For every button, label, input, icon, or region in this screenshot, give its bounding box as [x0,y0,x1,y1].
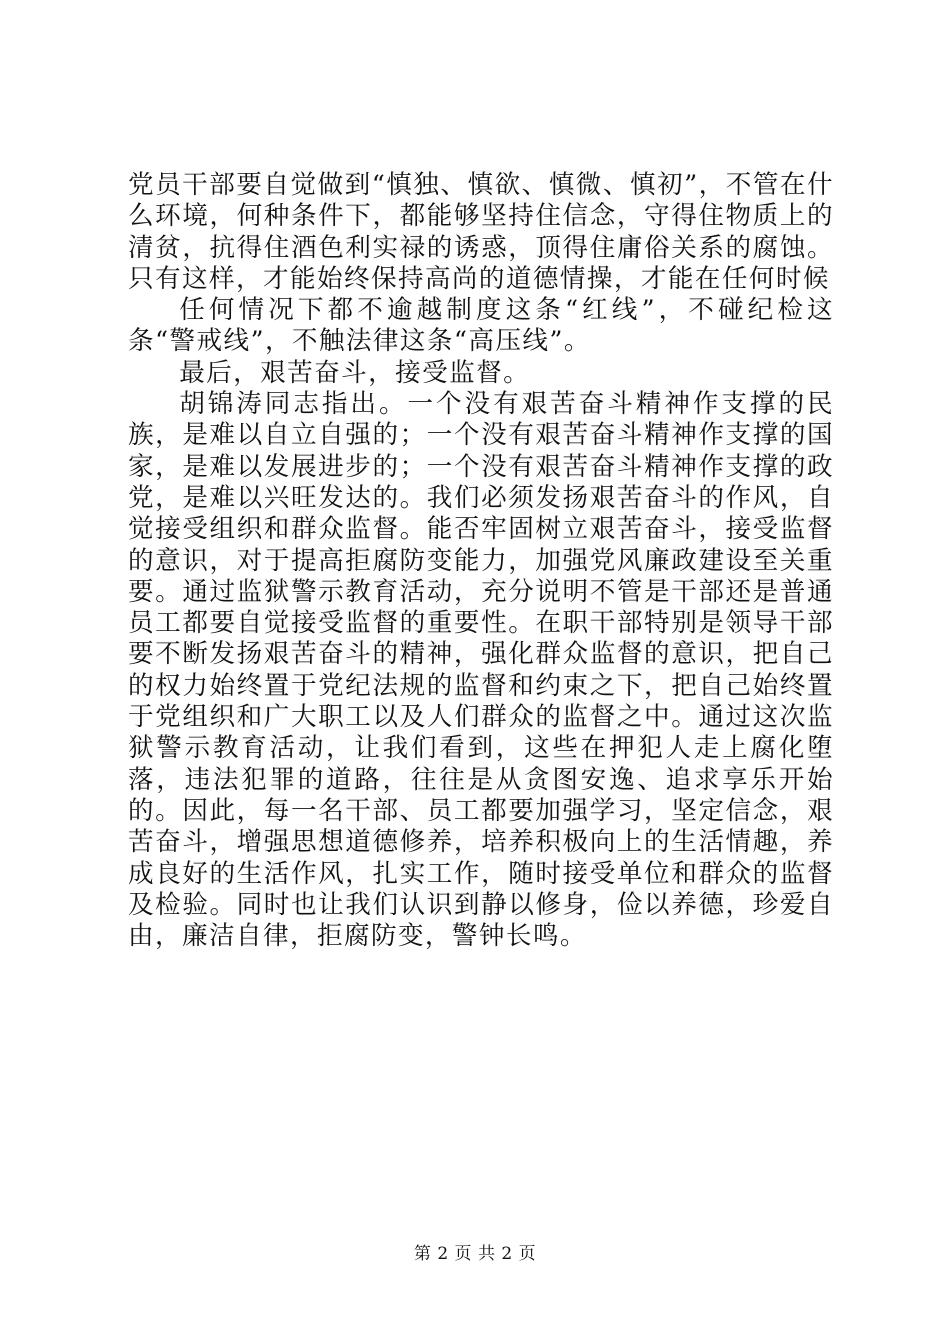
document-body [128,170,834,952]
paragraph-3: 最后，艰苦奋斗，接受监督。 [179,357,531,388]
page-number-footer: 第 2 页 共 2 页 [413,1244,537,1264]
paragraph-2: 任何情况下都不逾越制度这条“红线”，不碰纪检这条“警戒线”，不触法律这条“高压线”。 [128,295,834,357]
paragraph-1: 党员干部要自觉做到“慎独、慎欲、慎微、慎初”，不管在什么环境，何种条件下，都能够坚持住信念，守得住物质上的清贫，抗得住酒色利实禄的诱惑，顶得住庸俗关系的腐蚀。只有这样，才能始终保持高尚的道德情操，才能在任何时候 [128,170,834,294]
paragraph-4: 胡锦涛同志指出。一个没有艰苦奋斗精神作支撑的民族，是难以自立自强的；一个没有艰苦奋斗精神作支撑的国家，是难以发展进步的；一个没有艰苦奋斗精神作支撑的政党，是难以兴旺发达的。我们必须发扬艰苦奋斗的作风，自觉接受组织和群众监督。能否牢固树立艰苦奋斗，接受监督的意识，对于提高拒腐防变能力，加强党风廉政建设至关重要。通过监狱警示教育活动，充分说明不管是干部还是普通员工都要自觉接受监督的重要性。在职干部特别是领导干部要不断发扬艰苦奋斗的精神，强化群众监督的意识，把自己的权力始终置于党纪法规的监督和约束之下，把自己始终置于党组织和广大职工以及人们群众的监督之中。通过这次监狱警示教育活动，让我们看到，这些在押犯人走上腐化堕落，违法犯罪的道路，往往是从贪图安逸、追求享乐开始的。因此，每一名干部、员工都要加强学习，坚定信念，艰苦奋斗，增强思想道德修养，培养积极向上的生活情趣，养成良好的生活作风，扎实工作，随时接受单位和群众的监督及检验。同时也让我们认识到静以修身，俭以养德，珍爱自由，廉洁自律，拒腐防变，警钟长鸣。 [128,389,834,952]
